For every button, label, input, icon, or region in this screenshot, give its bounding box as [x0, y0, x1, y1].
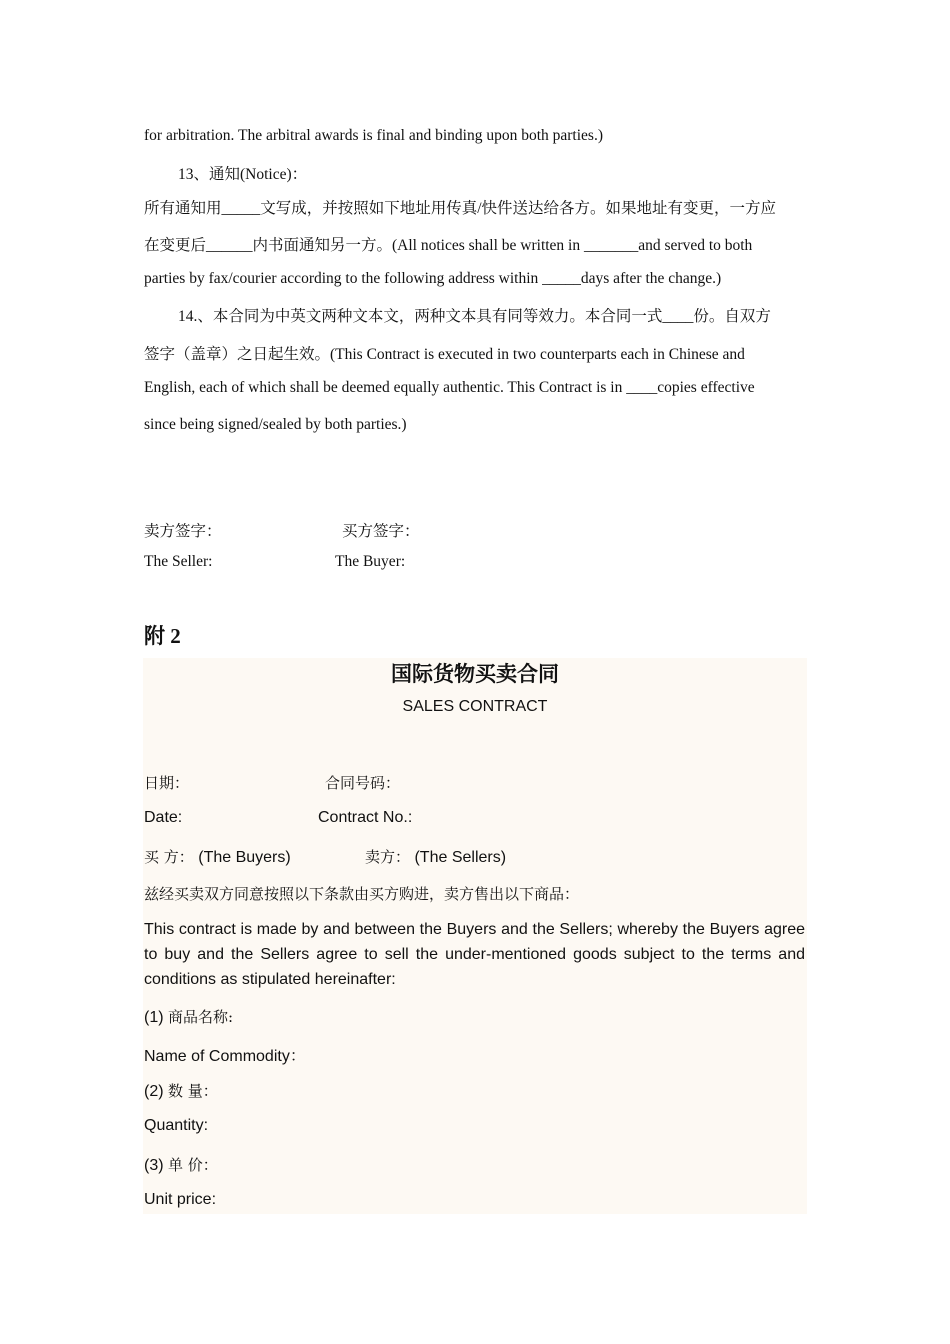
- arbitration-line: for arbitration. The arbitral awards is final and binding upon both parties.): [144, 127, 603, 144]
- sellers-group: [365, 846, 506, 867]
- item-number: (1): [144, 1009, 164, 1026]
- buyers-label-cn: 买 方：: [144, 848, 194, 866]
- clause14-text-line: since being signed/sealed by both parties.): [144, 416, 407, 433]
- notice-text-line: parties by fax/courier according to the following address within _____days after the change.): [144, 270, 722, 287]
- notice-heading: 13、通知(Notice)：: [178, 166, 308, 183]
- sellers-label: (The Sellers): [414, 849, 507, 866]
- item-quantity-cn: [144, 1080, 218, 1101]
- intro-cn: [144, 883, 579, 904]
- sales-contract-section: [143, 658, 807, 1214]
- date-row-en: [144, 809, 413, 827]
- clause14-text-line: 14.、本合同为中英文两种文本文，两种文本具有同等效力。本合同一式____份。自双方: [178, 308, 771, 325]
- parties-row: [144, 846, 507, 867]
- intro-en: This contract is made by and between the Buyers and the Sellers; whereby the Buyers agree to buy and the Sellers agree to sell the under-mentioned goods subject to the terms and conditions as stipulated hereinafter:: [144, 921, 805, 988]
- date-row-cn: [144, 772, 401, 793]
- buyers-label: (The Buyers): [198, 849, 291, 866]
- intro-cn-text: 兹经买卖双方同意按照以下条款由买方购进，卖方售出以下商品：: [144, 885, 580, 903]
- item-label-cn: 商品名称:: [168, 1008, 234, 1026]
- clause14-text-line: English, each of which shall be deemed equally authentic. This Contract is in ____copies effective: [144, 379, 755, 396]
- appendix-heading: 附 2: [144, 624, 181, 648]
- date-label: Date:: [144, 809, 183, 826]
- item-quantity-en: Quantity:: [144, 1117, 209, 1134]
- date-label-cn: 日期：: [144, 774, 190, 792]
- item-number: (3): [144, 1157, 164, 1174]
- notice-text-line: 所有通知用_____文写成，并按照如下地址用传真/快件送达给各方。如果地址有变更，一方应: [144, 200, 777, 217]
- item-label-cn: 单 价：: [168, 1156, 218, 1174]
- item-unit-price-cn: [144, 1154, 218, 1175]
- item-commodity-cn: [144, 1006, 233, 1027]
- seller-label: The Seller:: [144, 553, 213, 570]
- contract-no-label: Contract No.:: [318, 809, 413, 826]
- item-label-cn: 数 量：: [168, 1082, 218, 1100]
- seller-signature-label: 卖方签字：: [144, 523, 222, 540]
- item-unit-price-en: Unit price:: [144, 1191, 217, 1208]
- clause14-text-line: 签字（盖章）之日起生效。(This Contract is executed in two counterparts each in Chinese and: [144, 346, 745, 363]
- contract-title: 国际货物买卖合同: [391, 662, 559, 686]
- sellers-label-cn: 卖方：: [365, 848, 411, 866]
- contract-no-label-cn: 合同号码：: [325, 774, 401, 792]
- buyer-label: The Buyer:: [335, 553, 406, 570]
- buyer-signature-label: 买方签字：: [342, 523, 420, 540]
- item-commodity-en: Name of Commodity：: [144, 1048, 306, 1065]
- contract-subtitle: SALES CONTRACT: [402, 698, 548, 715]
- notice-text-line: 在变更后______内书面通知另一方。(All notices shall be written in _______and served to both: [144, 237, 753, 254]
- item-number: (2): [144, 1083, 164, 1100]
